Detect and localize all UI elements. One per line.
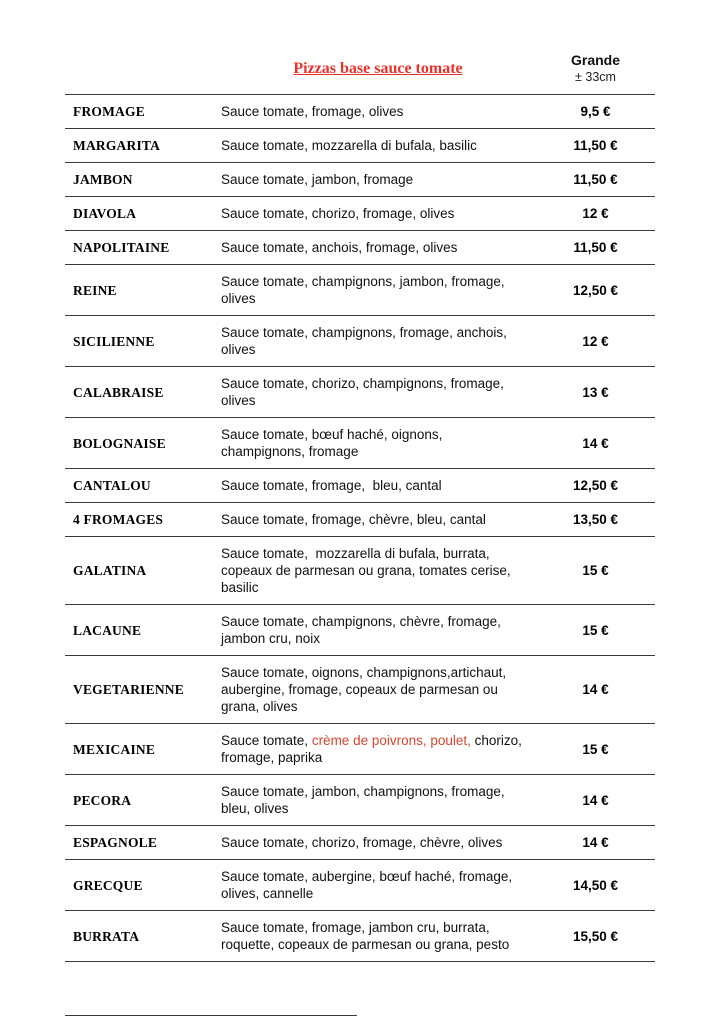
ingredients-text: Sauce tomate, mozzarella di bufala, burrata, copeaux de parmesan ou grana, tomates cerise, basilic <box>221 546 515 595</box>
ingredients-text: Sauce tomate, <box>221 733 312 748</box>
pizza-price: 11,50 € <box>536 129 655 163</box>
pizza-name: CANTALOU <box>65 469 220 503</box>
ingredients-text: Sauce tomate, fromage, bleu, cantal <box>221 478 442 493</box>
pizza-name: 4 FROMAGES <box>65 503 220 537</box>
pizza-name: MARGARITA <box>65 129 220 163</box>
ingredients-text: Sauce tomate, chorizo, fromage, chèvre, olives <box>221 835 503 850</box>
ingredients-text: Sauce tomate, fromage, jambon cru, burrata, roquette, copeaux de parmesan ou grana, pesto <box>221 920 510 952</box>
pizza-name: FROMAGE <box>65 95 220 129</box>
ingredients-text: Sauce tomate, fromage, chèvre, bleu, cantal <box>221 512 486 527</box>
pizza-row <box>65 231 655 265</box>
pizza-price: 14 € <box>536 775 655 826</box>
empty-header-cell <box>65 48 220 95</box>
pizza-description <box>220 503 536 537</box>
highlighted-ingredients: crème de poivrons, poulet, <box>311 733 471 748</box>
pizza-row <box>65 95 655 129</box>
pizza-price: 12 € <box>536 316 655 367</box>
ingredients-text: chorizo, fromage, paprika <box>221 733 526 765</box>
pizza-row <box>65 163 655 197</box>
pizza-price: 14 € <box>536 656 655 724</box>
pizza-row <box>65 775 655 826</box>
pizza-row <box>65 469 655 503</box>
size-label: Grande <box>570 52 620 68</box>
pizza-description <box>220 316 536 367</box>
pizza-price: 15 € <box>536 724 655 775</box>
pizza-description <box>220 605 536 656</box>
pizza-description <box>220 911 536 962</box>
pizza-name: ESPAGNOLE <box>65 826 220 860</box>
pizza-row <box>65 418 655 469</box>
ingredients-text: Sauce tomate, bœuf haché, oignons, champignons, fromage <box>221 427 447 459</box>
pizza-description <box>220 469 536 503</box>
ingredients-text: Sauce tomate, champignons, chèvre, fromage, jambon cru, noix <box>221 614 505 646</box>
pizza-name: LACAUNE <box>65 605 220 656</box>
pizza-row <box>65 724 655 775</box>
pizza-description <box>220 367 536 418</box>
pizza-price: 14 € <box>536 826 655 860</box>
pizza-description <box>220 197 536 231</box>
pizza-row <box>65 129 655 163</box>
pizza-row <box>65 316 655 367</box>
ingredients-text: Sauce tomate, jambon, champignons, fromage, bleu, olives <box>221 784 509 816</box>
pizza-description <box>220 860 536 911</box>
pizza-name: PECORA <box>65 775 220 826</box>
pizza-price: 13 € <box>536 367 655 418</box>
pizza-row <box>65 860 655 911</box>
pizza-price: 12,50 € <box>536 265 655 316</box>
pizza-name: BURRATA <box>65 911 220 962</box>
ingredients-text: Sauce tomate, champignons, fromage, anchois, olives <box>221 325 511 357</box>
size-dimension: ± 33cm <box>575 70 616 84</box>
ingredients-text: Sauce tomate, chorizo, fromage, olives <box>221 206 455 221</box>
pizza-description <box>220 537 536 605</box>
pizza-name: REINE <box>65 265 220 316</box>
ingredients-text: Sauce tomate, anchois, fromage, olives <box>221 240 458 255</box>
pizza-name: GRECQUE <box>65 860 220 911</box>
pizza-description <box>220 775 536 826</box>
pizza-name: GALATINA <box>65 537 220 605</box>
pizza-price: 14,50 € <box>536 860 655 911</box>
pizza-row <box>65 503 655 537</box>
pizza-row <box>65 197 655 231</box>
pizza-price: 9,5 € <box>536 95 655 129</box>
pizza-row <box>65 537 655 605</box>
pizza-description <box>220 724 536 775</box>
ingredients-text: Sauce tomate, oignons, champignons,artichaut, aubergine, fromage, copeaux de parmesan ou grana, olives <box>221 665 510 714</box>
partial-next-row-border <box>65 1015 357 1016</box>
menu-body <box>65 95 655 962</box>
ingredients-text: Sauce tomate, mozzarella di bufala, basilic <box>221 138 477 153</box>
pizza-description <box>220 826 536 860</box>
ingredients-text: Sauce tomate, jambon, fromage <box>221 172 414 187</box>
pizza-description <box>220 418 536 469</box>
pizza-name: VEGETARIENNE <box>65 656 220 724</box>
menu-page <box>65 48 655 962</box>
pizza-price: 11,50 € <box>536 163 655 197</box>
pizza-name: SICILIENNE <box>65 316 220 367</box>
pizza-description <box>220 231 536 265</box>
ingredients-text: Sauce tomate, chorizo, champignons, fromage, olives <box>221 376 508 408</box>
pizza-row <box>65 605 655 656</box>
pizza-name: DIAVOLA <box>65 197 220 231</box>
pizza-description <box>220 95 536 129</box>
ingredients-text: Sauce tomate, champignons, jambon, fromage, olives <box>221 274 509 306</box>
pizza-menu-table <box>65 48 655 962</box>
pizza-row <box>65 826 655 860</box>
pizza-row <box>65 265 655 316</box>
pizza-row <box>65 911 655 962</box>
pizza-name: BOLOGNAISE <box>65 418 220 469</box>
pizza-name: NAPOLITAINE <box>65 231 220 265</box>
pizza-price: 12,50 € <box>536 469 655 503</box>
pizza-description <box>220 163 536 197</box>
pizza-name: CALABRAISE <box>65 367 220 418</box>
pizza-description <box>220 656 536 724</box>
pizza-price: 14 € <box>536 418 655 469</box>
ingredients-text: Sauce tomate, fromage, olives <box>221 104 404 119</box>
menu-header-row <box>65 48 655 95</box>
pizza-price: 12 € <box>536 197 655 231</box>
pizza-description <box>220 265 536 316</box>
pizza-name: JAMBON <box>65 163 220 197</box>
pizza-name: MEXICAINE <box>65 724 220 775</box>
pizza-price: 15,50 € <box>536 911 655 962</box>
menu-title: Pizzas base sauce tomate <box>293 60 463 77</box>
pizza-row <box>65 656 655 724</box>
size-column-header <box>536 52 655 86</box>
ingredients-text: Sauce tomate, aubergine, bœuf haché, fromage, olives, cannelle <box>221 869 516 901</box>
pizza-price: 11,50 € <box>536 231 655 265</box>
pizza-price: 15 € <box>536 537 655 605</box>
pizza-row <box>65 367 655 418</box>
pizza-price: 13,50 € <box>536 503 655 537</box>
pizza-price: 15 € <box>536 605 655 656</box>
pizza-description <box>220 129 536 163</box>
